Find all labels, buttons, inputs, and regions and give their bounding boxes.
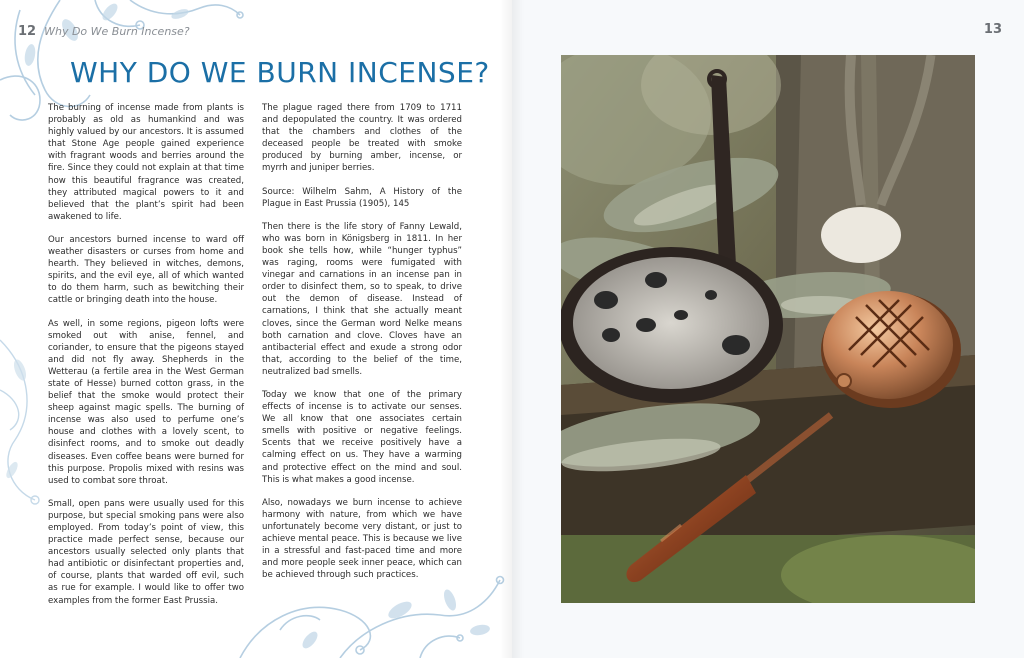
paragraph: Then there is the life story of Fanny Lewald, who was born in Königsberg in 1811. In her book she tells how, while “hunger typhus” was raging, rooms were fumigated with vinegar and carnations in an incense pan in order to disinfect them, so to speak, to drive out the demon of disease. Instead of carnations, I think that she actually meant cloves, since the German word Nelke means both carnation and clove. Cloves have an antibacterial effect and exude a strong odor that, according to the belief of the time, neutralized bad smells. [262,221,462,377]
paragraph: Also, nowadays we burn incense to achieve harmony with nature, from which we have unfortunately become very distant, or just to achieve mental peace. This is because we live in a stressful and fast-paced time and more and more people seek inner peace, which can be achieved through such practices. [262,497,462,581]
paragraph: Small, open pans were usually used for this purpose, but special smoking pans were also employed. From today’s point of view, this practice made perfect sense, because our ancestors usually selected only plants that had antibiotic or disinfectant properties and, of course, plants that warded off evil, such as rue for example. I would like to offer two examples from the former East Prussia. [48,498,244,606]
incense-pans-photo [561,55,975,603]
page-header-left [18,22,190,40]
source-citation: Source: Wilhelm Sahm, A History of the Plague in East Prussia (1905), 145 [262,186,462,209]
page-number-right: 13 [983,22,1002,37]
paragraph: The plague raged there from 1709 to 1711 and depopulated the country. It was ordered that the chambers and clothes of the deceased people be treated with smoke produced by burning amber, incense, or myrrh and juniper berries. [262,103,462,174]
text-column-1 [48,102,244,618]
photo-illustration [561,55,975,603]
page-number-left: 12 [18,23,37,39]
running-head: Why Do We Burn Incense? [44,24,190,38]
paragraph: The burning of incense made from plants is probably as old as humankind and was highly valued by our ancestors. It is assumed that Stone Age people gained experience with fragrant woods and berries around the fire. Since they could not explain at that time how this beautiful fragrance was created, they attributed magical powers to it and believed that the plant’s spirit had been awakened to life. [48,103,244,222]
paragraph: Today we know that one of the primary effects of incense is to activate our senses. We all know that one associates certain smells with positive or negative feelings. Scents that we receive positively have a calming effect on us. They have a warming and protective effect on the mind and soul. This is what makes a good incense. [262,389,462,485]
paragraph: Our ancestors burned incense to ward off weather disasters or curses from home and hearth. They believed in witches, demons, spirits, and the evil eye, all of which wanted to do them harm, such as bewitching their cattle or bringing death into the house. [48,234,244,306]
book-gutter [500,0,524,658]
paragraph: As well, in some regions, pigeon lofts were smoked out with anise, fennel, and coriander, to ensure that the pigeons stayed and did not fly away. Shepherds in the Wetterau (a fertile area in the West German state of Hesse) burned cotton grass, in the belief that the smoke would protect their sheep against magic spells. The burning of incense was also used to perfume one’s house and clothes with a lovely scent, to disinfect rooms, and to smoke out deadly diseases. Even coffee beans were burned for this purpose. Propolis mixed with resins was used to combat sore throat. [48,318,244,486]
page-title: WHY DO WE BURN INCENSE? [70,56,490,89]
text-column-2 [262,102,462,592]
